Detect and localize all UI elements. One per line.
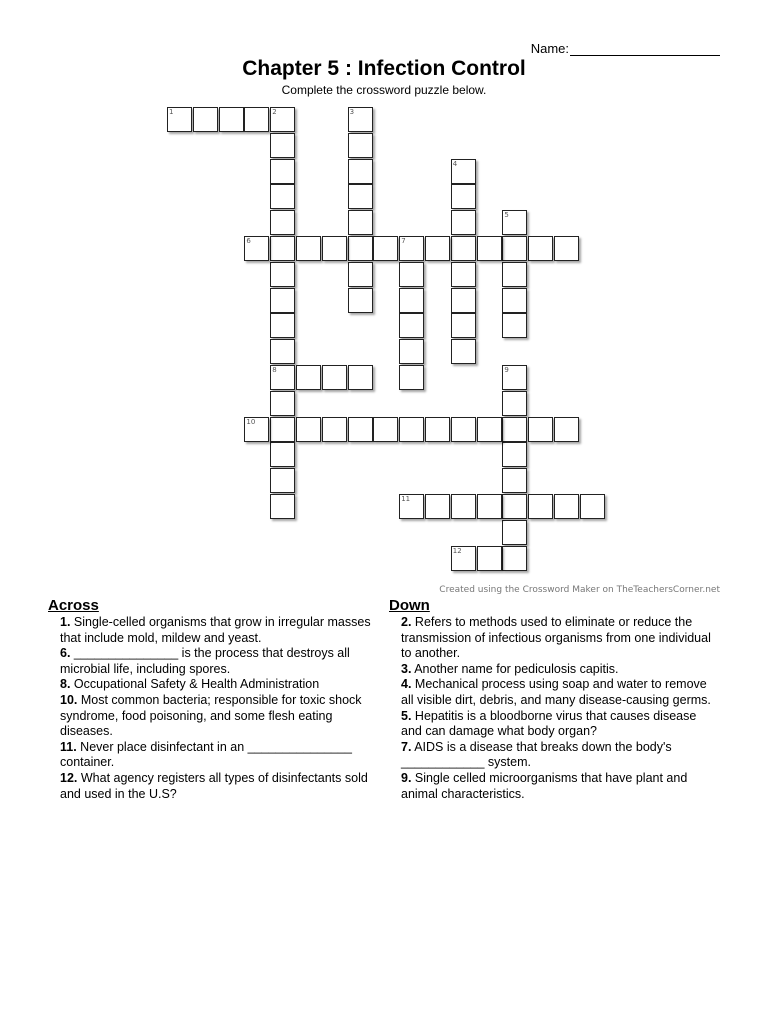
crossword-cell[interactable] bbox=[399, 417, 424, 442]
crossword-cell[interactable] bbox=[270, 417, 295, 442]
crossword-cell[interactable] bbox=[270, 133, 295, 158]
crossword-cell[interactable] bbox=[502, 417, 527, 442]
crossword-cell[interactable] bbox=[270, 339, 295, 364]
clue-item-text: Never place disinfectant in an _______________ container. bbox=[60, 739, 352, 770]
crossword-cell[interactable] bbox=[296, 365, 321, 390]
page-subtitle: Complete the crossword puzzle below. bbox=[281, 83, 487, 97]
crossword-cell[interactable] bbox=[554, 494, 579, 519]
crossword-cell[interactable] bbox=[502, 468, 527, 493]
clue-item-text: Single-celled organisms that grow in irregular masses that include mold, mildew and yeast. bbox=[60, 615, 371, 645]
crossword-cell[interactable] bbox=[348, 184, 373, 209]
clue-number: 12 bbox=[452, 546, 462, 555]
crossword-cell[interactable] bbox=[399, 365, 424, 390]
clue-item-number: 9. bbox=[401, 770, 412, 785]
crossword-cell[interactable] bbox=[451, 262, 476, 287]
crossword-cell[interactable] bbox=[554, 417, 579, 442]
crossword-cell[interactable] bbox=[348, 159, 373, 184]
clue-item bbox=[389, 771, 719, 802]
clue-number: 5 bbox=[504, 211, 509, 220]
clue-number: 11 bbox=[401, 495, 411, 503]
crossword-cell[interactable] bbox=[502, 365, 527, 390]
down-clue-list bbox=[389, 615, 719, 802]
crossword-cell[interactable] bbox=[477, 236, 502, 261]
clue-item-text: Hepatitis is a bloodborne virus that causes disease and can damage what body organ? bbox=[401, 708, 697, 739]
crossword-cell[interactable] bbox=[451, 184, 476, 209]
crossword-cell[interactable] bbox=[502, 236, 527, 261]
crossword-cell[interactable] bbox=[451, 236, 476, 261]
crossword-cell[interactable] bbox=[296, 417, 321, 442]
clue-item bbox=[48, 693, 378, 740]
crossword-cell[interactable] bbox=[322, 417, 347, 442]
crossword-cell[interactable] bbox=[502, 262, 527, 287]
crossword-cell[interactable] bbox=[477, 494, 502, 519]
clue-number: 3 bbox=[349, 108, 355, 116]
clue-item-text: Occupational Safety & Health Administration bbox=[70, 677, 320, 692]
crossword-cell[interactable] bbox=[451, 313, 476, 338]
crossword-cell[interactable] bbox=[373, 417, 398, 442]
crossword-cell[interactable] bbox=[451, 546, 476, 571]
clue-number: 10 bbox=[246, 417, 256, 426]
crossword-cell[interactable] bbox=[296, 236, 321, 261]
crossword-cell[interactable] bbox=[348, 133, 373, 158]
across-clue-list bbox=[48, 615, 378, 802]
clue-item-number: 5. bbox=[401, 708, 412, 723]
crossword-cell[interactable] bbox=[502, 494, 527, 519]
crossword-cell[interactable] bbox=[580, 494, 605, 519]
crossword-cell[interactable] bbox=[502, 546, 527, 571]
clue-item-text: Most common bacteria; responsible for toxic shock syndrome, food poisoning, and some flesh eating diseases. bbox=[60, 692, 362, 739]
crossword-cell[interactable] bbox=[322, 236, 347, 261]
clue-number: 2 bbox=[272, 108, 277, 116]
clue-item-number: 6. bbox=[60, 646, 71, 661]
crossword-cell[interactable] bbox=[348, 262, 373, 287]
clue-item-text: AIDS is a disease that breaks down the body's ____________ system. bbox=[401, 739, 672, 770]
clue-item-text: What agency registers all types of disinfectants sold and used in the U.S? bbox=[60, 770, 368, 801]
clue-item bbox=[389, 615, 719, 662]
clue-item bbox=[48, 646, 378, 677]
crossword-cell[interactable] bbox=[270, 313, 295, 338]
clue-item bbox=[389, 709, 719, 740]
crossword-cell[interactable] bbox=[270, 391, 295, 416]
crossword-cell[interactable] bbox=[451, 288, 476, 313]
crossword-cell[interactable] bbox=[373, 236, 398, 261]
clue-item bbox=[48, 615, 378, 646]
crossword-cell[interactable] bbox=[270, 210, 295, 235]
crossword-cell[interactable] bbox=[502, 520, 527, 545]
down-heading: Down bbox=[389, 597, 430, 614]
crossword-cell[interactable] bbox=[451, 494, 476, 519]
crossword-cell[interactable] bbox=[451, 210, 476, 235]
crossword-cell[interactable] bbox=[270, 365, 295, 390]
clue-number: 8 bbox=[272, 366, 277, 374]
crossword-cell[interactable] bbox=[270, 262, 295, 287]
crossword-cell[interactable] bbox=[502, 391, 527, 416]
crossword-cell[interactable] bbox=[451, 159, 476, 184]
crossword-cell[interactable] bbox=[348, 288, 373, 313]
clue-number: 9 bbox=[504, 366, 509, 374]
clue-item-number: 4. bbox=[401, 677, 412, 692]
clue-item bbox=[48, 740, 378, 771]
crossword-cell[interactable] bbox=[270, 288, 295, 313]
name-label: Name: bbox=[530, 41, 569, 56]
clue-item-text: Mechanical process using soap and water to remove all visible dirt, debris, and many disease-causing germs. bbox=[401, 677, 711, 707]
crossword-cell[interactable] bbox=[244, 107, 269, 132]
crossword-cell[interactable] bbox=[399, 494, 424, 519]
crossword-cell[interactable] bbox=[270, 107, 295, 132]
crossword-cell[interactable] bbox=[270, 184, 295, 209]
clue-item-number: 1. bbox=[60, 615, 71, 629]
clue-item-number: 2. bbox=[401, 615, 412, 629]
clue-number: 1 bbox=[169, 108, 174, 116]
crossword-cell[interactable] bbox=[244, 236, 269, 261]
crossword-cell[interactable] bbox=[425, 417, 450, 442]
crossword-cell[interactable] bbox=[219, 107, 244, 132]
crossword-cell[interactable] bbox=[348, 365, 373, 390]
clue-item-text: Refers to methods used to eliminate or reduce the transmission of infectious organisms from one individual to another. bbox=[401, 615, 711, 661]
crossword-cell[interactable] bbox=[502, 288, 527, 313]
clue-item bbox=[389, 740, 719, 771]
crossword-cell[interactable] bbox=[451, 339, 476, 364]
down-clues bbox=[389, 597, 719, 802]
crossword-cell[interactable] bbox=[399, 262, 424, 287]
crossword-cell[interactable] bbox=[477, 417, 502, 442]
clue-item-number: 7. bbox=[401, 739, 412, 754]
crossword-cell[interactable] bbox=[502, 210, 527, 235]
crossword-cell[interactable] bbox=[451, 417, 476, 442]
crossword-cell[interactable] bbox=[528, 417, 553, 442]
across-clues bbox=[48, 597, 378, 802]
clue-item bbox=[48, 771, 378, 802]
clue-item-text: Single celled microorganisms that have plant and animal characteristics. bbox=[401, 770, 688, 801]
crossword-cell[interactable] bbox=[399, 313, 424, 338]
crossword-cell[interactable] bbox=[322, 365, 347, 390]
crossword-cell[interactable] bbox=[348, 236, 373, 261]
crossword-cell[interactable] bbox=[399, 339, 424, 364]
crossword-cell[interactable] bbox=[348, 417, 373, 442]
crossword-cell[interactable] bbox=[554, 236, 579, 261]
clue-item-number: 12. bbox=[60, 770, 78, 785]
credit-text: Created using the Crossword Maker on TheTeachersCorner.net bbox=[439, 585, 720, 595]
clue-item bbox=[389, 662, 719, 678]
crossword-cell[interactable] bbox=[270, 236, 295, 261]
crossword-cell[interactable] bbox=[270, 442, 295, 467]
clue-item-text: _______________ is the process that destroys all microbial life, including spores. bbox=[60, 646, 350, 676]
crossword-cell[interactable] bbox=[167, 107, 192, 132]
clue-item-text: Another name for pediculosis capitis. bbox=[411, 661, 619, 676]
crossword-cell[interactable] bbox=[270, 494, 295, 519]
crossword-cell[interactable] bbox=[348, 107, 373, 132]
clue-item-number: 3. bbox=[401, 661, 412, 676]
crossword-cell[interactable] bbox=[528, 236, 553, 261]
clue-item-number: 11. bbox=[60, 739, 77, 754]
crossword-cell[interactable] bbox=[502, 313, 527, 338]
crossword-cell[interactable] bbox=[348, 210, 373, 235]
clue-item-number: 8. bbox=[60, 677, 71, 692]
clue-item bbox=[389, 677, 719, 708]
crossword-cell[interactable] bbox=[270, 159, 295, 184]
crossword-cell[interactable] bbox=[270, 468, 295, 493]
crossword-cell[interactable] bbox=[425, 236, 450, 261]
crossword-cell[interactable] bbox=[399, 236, 424, 261]
page-title: Chapter 5 : Infection Control bbox=[242, 57, 526, 80]
crossword-cell[interactable] bbox=[425, 494, 450, 519]
across-heading: Across bbox=[48, 597, 99, 614]
crossword-cell[interactable] bbox=[502, 442, 527, 467]
clue-number: 7 bbox=[401, 237, 406, 245]
crossword-cell[interactable] bbox=[399, 288, 424, 313]
crossword-cell[interactable] bbox=[528, 494, 553, 519]
crossword-cell[interactable] bbox=[193, 107, 218, 132]
clue-item-number: 10. bbox=[60, 692, 78, 707]
clue-number: 4 bbox=[452, 159, 458, 168]
crossword-cell[interactable] bbox=[244, 417, 269, 442]
clue-number: 6 bbox=[246, 237, 251, 245]
clue-item bbox=[48, 677, 378, 693]
crossword-cell[interactable] bbox=[477, 546, 502, 571]
